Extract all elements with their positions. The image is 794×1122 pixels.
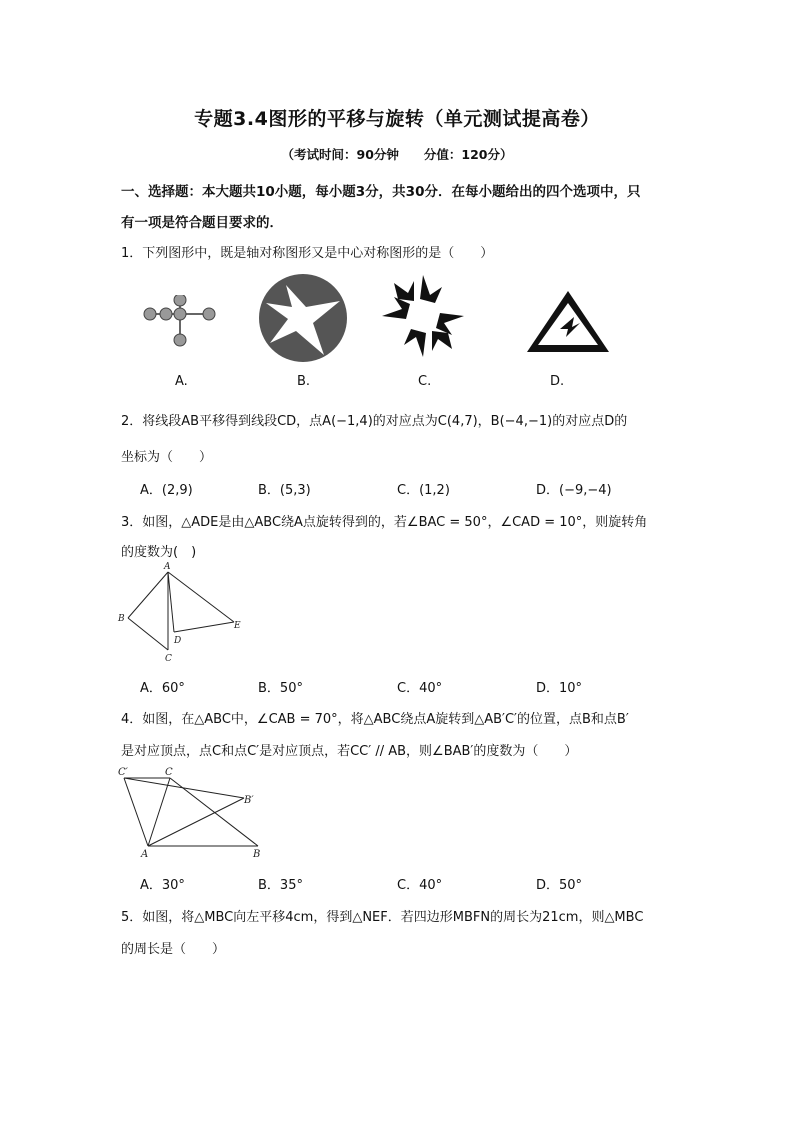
q4-rotation-figure (114, 764, 274, 860)
q2-option-c[interactable]: C．(1,2) (397, 483, 450, 498)
q3-option-a[interactable]: A．60° (140, 681, 185, 696)
question-5-line1: 5．如图，将△MBC向左平移4cm，得到△NEF．若四边形MBFN的周长为21cm，则△MBC (121, 910, 644, 925)
cross-circles-icon (138, 295, 218, 355)
q4-label-a: A (141, 849, 149, 860)
q4-option-b[interactable]: B．35° (258, 878, 303, 893)
q2-option-a[interactable]: A．(2,9) (140, 483, 193, 498)
q3-option-d[interactable]: D．10° (536, 681, 583, 696)
q4-option-d[interactable]: D．50° (536, 878, 583, 893)
star-in-circle-icon (258, 273, 348, 363)
q3-label-e: E (234, 621, 241, 631)
q4-label-b: B (253, 849, 261, 860)
q4-option-c[interactable]: C．40° (397, 878, 443, 893)
q3-label-a: A (164, 562, 171, 572)
rotating-stars-icon (380, 273, 466, 359)
q4-option-a[interactable]: A．30° (140, 878, 185, 893)
question-5-line2: 的周长是（ ） (121, 942, 226, 957)
q1-option-a[interactable]: A. (175, 374, 188, 389)
question-4-line1: 4．如图，在△ABC中，∠CAB = 70°，将△ABC绕点A旋转到△AB′C′的位置，点B和点B′ (121, 712, 629, 727)
section-header-line1: 一、选择题：本大题共10小题，每小题3分，共30分．在每小题给出的四个选项中，只 (121, 184, 641, 200)
q3-label-b: B (118, 614, 125, 624)
q3-option-c[interactable]: C．40° (397, 681, 443, 696)
q4-label-c-prime: C′ (118, 767, 128, 778)
q3-label-c: C (165, 654, 172, 664)
q3-triangle-figure (116, 562, 246, 666)
question-1-stem: 1．下列图形中，既是轴对称图形又是中心对称图形的是（ ） (121, 246, 494, 261)
q3-option-b[interactable]: B．50° (258, 681, 303, 696)
q4-label-c: C (165, 767, 173, 778)
q1-option-d[interactable]: D. (550, 374, 565, 389)
question-2-line2: 坐标为（ ） (121, 450, 213, 465)
q4-label-b-prime: B′ (244, 795, 254, 806)
question-4-line2: 是对应顶点，点C和点C′是对应顶点，若CC′ // AB，则∠BAB′的度数为（ ） (121, 744, 578, 759)
section-header-line2: 有一项是符合题目要求的． (121, 215, 283, 231)
warning-triangle-icon (526, 289, 611, 354)
exam-info: （考试时间：90分钟 分值：120分） (281, 147, 513, 162)
question-3-line1: 3．如图，△ADE是由△ABC绕A点旋转得到的，若∠BAC = 50°，∠CAD = 10°，则旋转角 (121, 515, 648, 530)
question-2-line1: 2．将线段AB平移得到线段CD，点A(−1,4)的对应点为C(4,7)，B(−4,−1)的对应点D的 (121, 414, 628, 429)
q1-option-b[interactable]: B. (297, 374, 311, 389)
q2-option-b[interactable]: B．(5,3) (258, 483, 311, 498)
q1-option-c[interactable]: C. (418, 374, 432, 389)
question-3-line2: 的度数为( ) (121, 545, 197, 560)
q2-option-d[interactable]: D．(−9,−4) (536, 483, 612, 498)
page-title: 专题3.4图形的平移与旋转（单元测试提高卷） (194, 108, 600, 130)
q3-label-d: D (174, 636, 182, 646)
